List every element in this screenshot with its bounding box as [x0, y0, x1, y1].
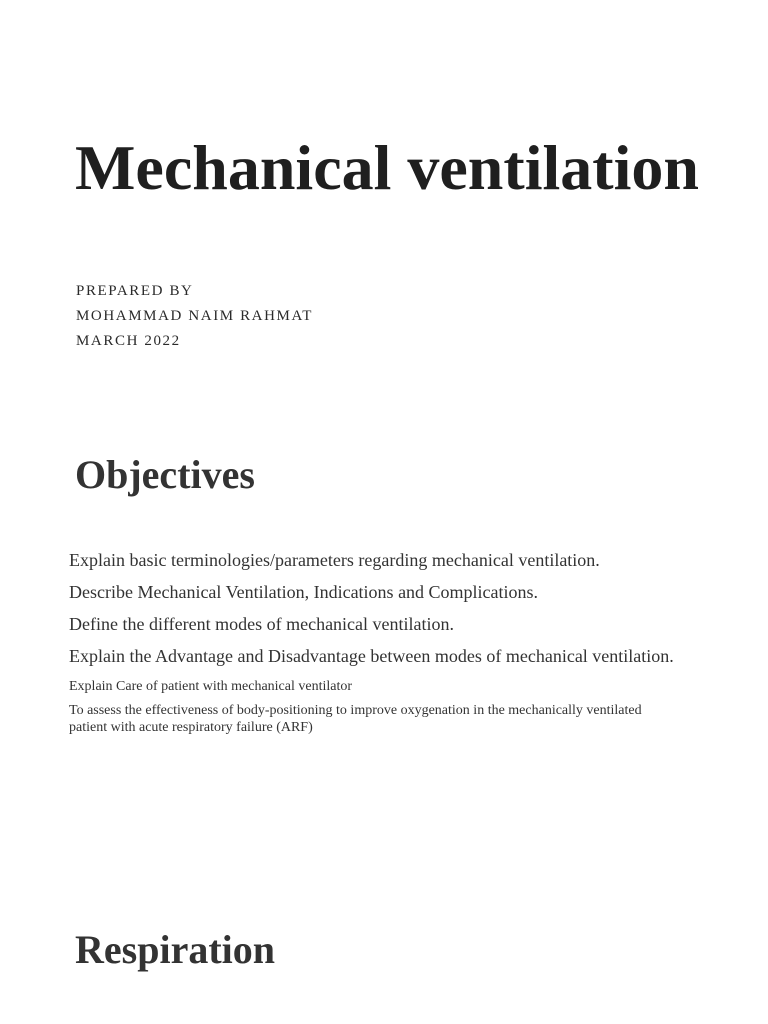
- objectives-list: [69, 550, 679, 743]
- objective-item: Explain Care of patient with mechanical ventilator: [69, 679, 353, 694]
- document-date: MARCH 2022: [76, 333, 181, 349]
- document-meta: [76, 279, 313, 354]
- objective-item: Describe Mechanical Ventilation, Indications and Complications.: [69, 582, 539, 602]
- respiration-heading: Respiration: [75, 927, 275, 972]
- author-name: MOHAMMAD NAIM RAHMAT: [76, 308, 314, 324]
- objective-item: Explain basic terminologies/parameters regarding mechanical ventilation.: [69, 550, 600, 570]
- objective-item: To assess the effectiveness of body-positioning to improve oxygenation in the mechanically ventilated patient with acute respiratory failure (ARF): [69, 703, 642, 735]
- prepared-by-label: PREPARED BY: [76, 283, 194, 299]
- objective-item: Explain the Advantage and Disadvantage between modes of mechanical ventilation.: [69, 646, 674, 666]
- objective-item: Define the different modes of mechanical ventilation.: [69, 614, 455, 634]
- objectives-heading: Objectives: [75, 452, 255, 497]
- document-title: Mechanical ventilation: [75, 132, 699, 203]
